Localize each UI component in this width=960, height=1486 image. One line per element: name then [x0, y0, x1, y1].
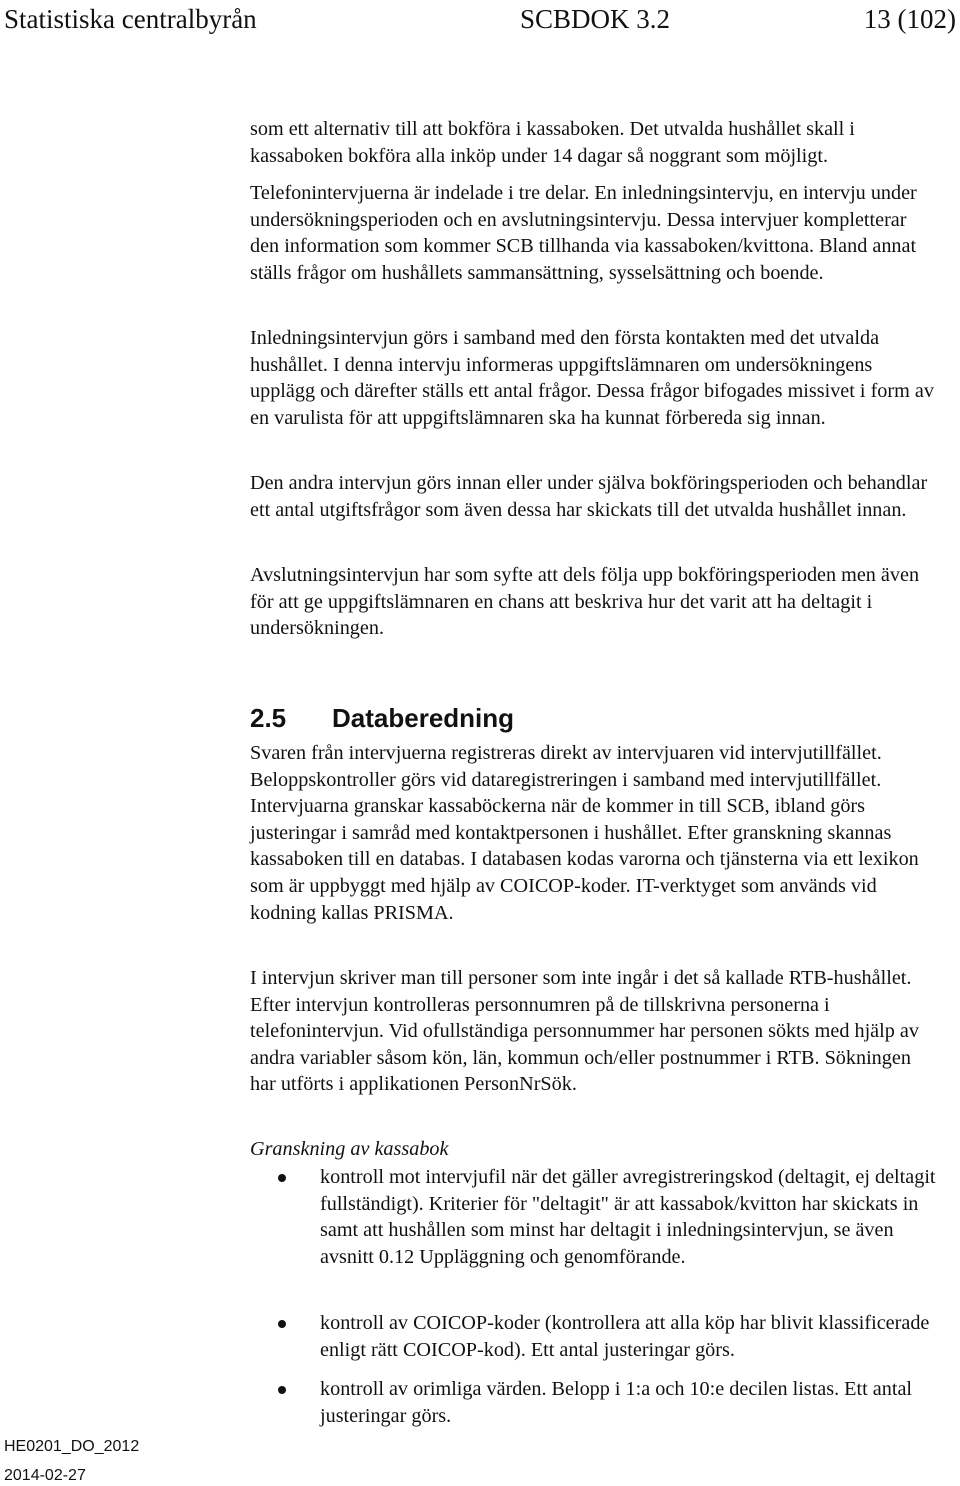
paragraph: Telefonintervjuerna är indelade i tre delar. En inledningsintervju, en intervju under undersökningsperioden och en avslutningsintervju. Dessa intervjuer kompletterar den information som kommer SCB tillhanda via kassaboken/kvittona. Bland annat ställs frågor om hushållets sammansättning, sysselsättning och boende. [250, 182, 917, 284]
paragraph: Inledningsintervjun görs i samband med den första kontakten med det utvalda hushållet. I denna intervju informeras uppgiftslämnaren om undersökningens upplägg och därefter ställs ett antal frågor. Dessa frågor bifogades missivet i form av en varulista för att uppgiftslämnaren ska ha kunnat förbereda sig innan. [250, 327, 934, 429]
bullet-icon [278, 1386, 286, 1394]
header-document-id: SCBDOK 3.2 [520, 4, 671, 34]
footer-doc-id: HE0201_DO_2012 [4, 1438, 140, 1455]
subheading: Granskning av kassabok [250, 1138, 449, 1160]
paragraph: som ett alternativ till att bokföra i kassaboken. Det utvalda hushållet skall i kassaboken bokföra alla inköp under 14 dagar så noggrant som möjligt. [250, 118, 855, 167]
bullet-icon [278, 1174, 286, 1182]
paragraph: Den andra intervjun görs innan eller under själva bokföringsperioden och behandlar ett antal utgiftsfrågor som även dessa har skickats till det utvalda hushållet innan. [250, 472, 928, 521]
footer-date: 2014-02-27 [4, 1467, 86, 1484]
list-item-text: kontroll mot intervjufil när det gäller avregistreringskod (deltagit, ej deltagit fullständigt). Kriterier för "deltagit" är att kassabok/kvitton har skickats in samt att hushållen som minst har deltagit i inledningsintervjun, se även avsnitt 0.12 Uppläggning och genomförande. [320, 1166, 936, 1268]
section-title: Databeredning [332, 703, 515, 733]
paragraph: Avslutningsintervjun har som syfte att dels följa upp bokföringsperioden men även för att ge uppgiftslämnaren en chans att beskriva hur det varit att ha deltagit i undersökningen. [250, 564, 920, 640]
header-page-number: 13 (102) [863, 4, 956, 34]
bullet-icon [278, 1320, 286, 1328]
paragraph: I intervjun skriver man till personer som inte ingår i det så kallade RTB-hushållet. Efter intervjun kontrolleras personnumren på de tillskrivna personerna i telefonintervjun. Vid ofullständiga personnummer har personen sökts med hjälp av andra variabler såsom kön, län, kommun och/eller postnummer i RTB. Sökningen har utförts i applikationen PersonNrSök. [250, 967, 919, 1096]
section-number: 2.5 [250, 703, 287, 733]
section-heading [250, 700, 514, 736]
list-item-text: kontroll av COICOP-koder (kontrollera att alla köp har blivit klassificerade enligt rätt COICOP-kod). Ett antal justeringar görs. [320, 1312, 930, 1361]
list-item-text: kontroll av orimliga värden. Belopp i 1:a och 10:e decilen listas. Ett antal justeringar görs. [320, 1378, 913, 1427]
header-organization: Statistiska centralbyrån [4, 4, 257, 34]
page-header [0, 0, 960, 40]
paragraph: Svaren från intervjuerna registreras direkt av intervjuaren vid intervjutillfället. Beloppskontroller görs vid dataregistreringen i samband med intervjutillfället. Intervjuarna granskar kassaböckerna när de kommer in till SCB, ibland görs justeringar i samråd med kontaktpersonen i hushållet. Efter granskning skannas kassaboken till en databas. I databasen kodas varorna och tjänsterna via ett lexikon som är uppbyggt med hjälp av COICOP-koder. IT-verktyget som används vid kodning kallas PRISMA. [250, 742, 919, 924]
